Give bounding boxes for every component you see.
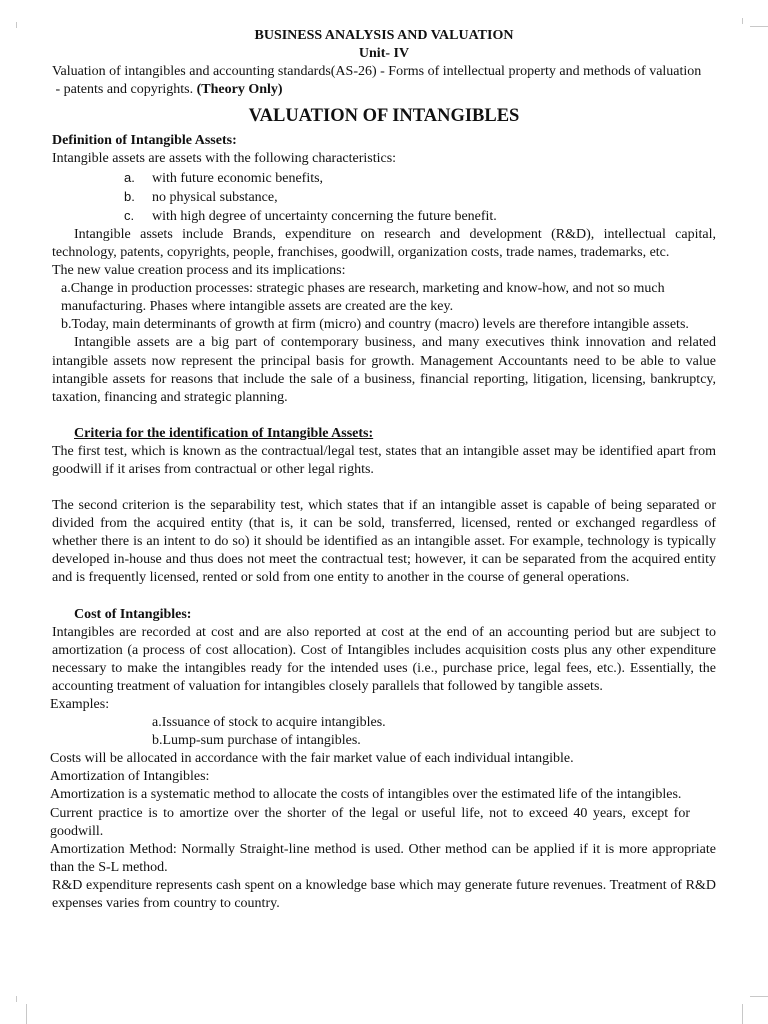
point-a-paragraph: a.Change in production processes: strategic phases are research, marketing and know-how, and not so much manufacturing. Phases where intangible assets are created are the key. xyxy=(61,281,665,315)
first-test-paragraph: The first test, which is known as the contractual/legal test, states that an intangible asset may be identified apart from goodwill if it arises from contractual or other legal rights. xyxy=(52,443,716,477)
list-letter: b. xyxy=(124,188,135,204)
examples-label: Examples: xyxy=(50,697,110,712)
unit-label: Unit- IV xyxy=(358,46,410,62)
crop-mark-bottom-right xyxy=(742,1004,743,1024)
list-letter: c. xyxy=(124,207,135,223)
crop-mark-right-top xyxy=(750,26,768,27)
allocation-line: Costs will be allocated in accordance with the fair market value of each individual intangible. xyxy=(50,751,574,767)
criteria-heading xyxy=(52,426,373,441)
example-item: b.Lump-sum purchase of intangibles. xyxy=(152,733,361,749)
cost-paragraph: Intangibles are recorded at cost and are also reported at cost at the end of an accounting period but are subject to amortization (a process of cost allocation). Cost of Intangibles includes acquisition costs plus any other expenditure necessary to make the intangibles ready for the intended uses (i.e., purchase price, legal fees, etc.). Essentially, the accounting treatment of valuation for intangibles closely parallels that followed by tangible assets. xyxy=(52,624,716,694)
crop-mark-left-bottom xyxy=(26,1004,27,1024)
criteria-heading-line xyxy=(52,425,716,443)
value-creation-line: The new value creation process and its implications: xyxy=(52,263,346,279)
spacer xyxy=(52,407,716,425)
document-page xyxy=(52,27,716,913)
theory-only-label: (Theory Only) xyxy=(196,82,283,98)
big-part-paragraph: Intangible assets are a big part of contemporary business, and many executives think innovation and related intangible assets now represent the principal basis for growth. Management Accountants need to be able to value intangible assets for reasons that include the sale of a business, financial reporting, litigation, licensing, bankruptcy, taxation, financing and strategic planning. xyxy=(52,335,716,405)
crop-mark-top-right xyxy=(742,18,743,24)
example-item: a.Issuance of stock to acquire intangibles. xyxy=(152,715,386,731)
spacer xyxy=(52,588,716,606)
syllabus-continuation xyxy=(52,81,716,99)
cost-heading: Cost of Intangibles: xyxy=(74,606,192,622)
page-title: VALUATION OF INTANGIBLES xyxy=(248,106,520,127)
characteristics-list xyxy=(52,169,716,226)
current-practice-paragraph: Current practice is to amortize over the shorter of the legal or useful life, not to exceed 40 years, except for goodwill. xyxy=(50,805,690,839)
definition-heading: Definition of Intangible Assets: xyxy=(52,133,237,149)
rnd-paragraph: R&D expenditure represents cash spent on a knowledge base which may generate future revenues. Treatment of R&D expenses varies from country to country. xyxy=(52,877,716,912)
syllabus-cont-text: - patents and copyrights. xyxy=(52,82,197,98)
list-item xyxy=(52,188,716,207)
amortization-definition: Amortization is a systematic method to allocate the costs of intangibles over the estimated life of the intangibles. xyxy=(50,787,682,803)
list-item xyxy=(52,169,716,188)
list-letter: a. xyxy=(124,169,135,185)
course-title: BUSINESS ANALYSIS AND VALUATION xyxy=(254,28,514,43)
list-text: with high degree of uncertainty concerning the future benefit. xyxy=(152,208,497,224)
definition-intro: Intangible assets are assets with the following characteristics: xyxy=(52,151,397,167)
second-test-paragraph: The second criterion is the separability test, which states that if an intangible asset is capable of being separated or divided from the acquired entity (that is, it can be sold, transferred, licensed, rented or exchanged regardless of whether there is an intent to do so) it should be identified as an intangible asset. For example, technology is typically developed in-house and thus does not meet the contractual test; however, it can be separated from the acquired entity and is frequently licensed, rented or sold from one entity to another in the course of general operations. xyxy=(52,498,716,586)
crop-mark-right-bottom xyxy=(750,996,768,997)
syllabus-line: Valuation of intangibles and accounting standards(AS-26) - Forms of intellectual property and methods of valuation xyxy=(52,64,702,80)
crop-mark-top-left xyxy=(16,22,17,28)
list-text: no physical substance, xyxy=(152,189,278,205)
list-text: with future economic benefits, xyxy=(152,170,324,186)
point-b-paragraph: b.Today, main determinants of growth at firm (micro) and country (macro) levels are therefore intangible assets. xyxy=(61,317,689,333)
criteria-heading-text: Criteria for the identification of Intangible Assets: xyxy=(74,425,374,441)
amortization-method-paragraph: Amortization Method: Normally Straight-line method is used. Other method can be applied if it is more appropriate than the S-L method. xyxy=(50,841,716,875)
intangibles-include-paragraph: Intangible assets include Brands, expenditure on research and development (R&D), intellectual capital, technology, patents, copyrights, people, franchises, goodwill, organization costs, trade names, trademarks, etc. xyxy=(52,226,716,260)
spacer xyxy=(52,479,716,497)
amortization-heading: Amortization of Intangibles: xyxy=(50,769,210,785)
crop-mark-bottom-left xyxy=(16,996,17,1002)
list-item xyxy=(52,207,716,226)
